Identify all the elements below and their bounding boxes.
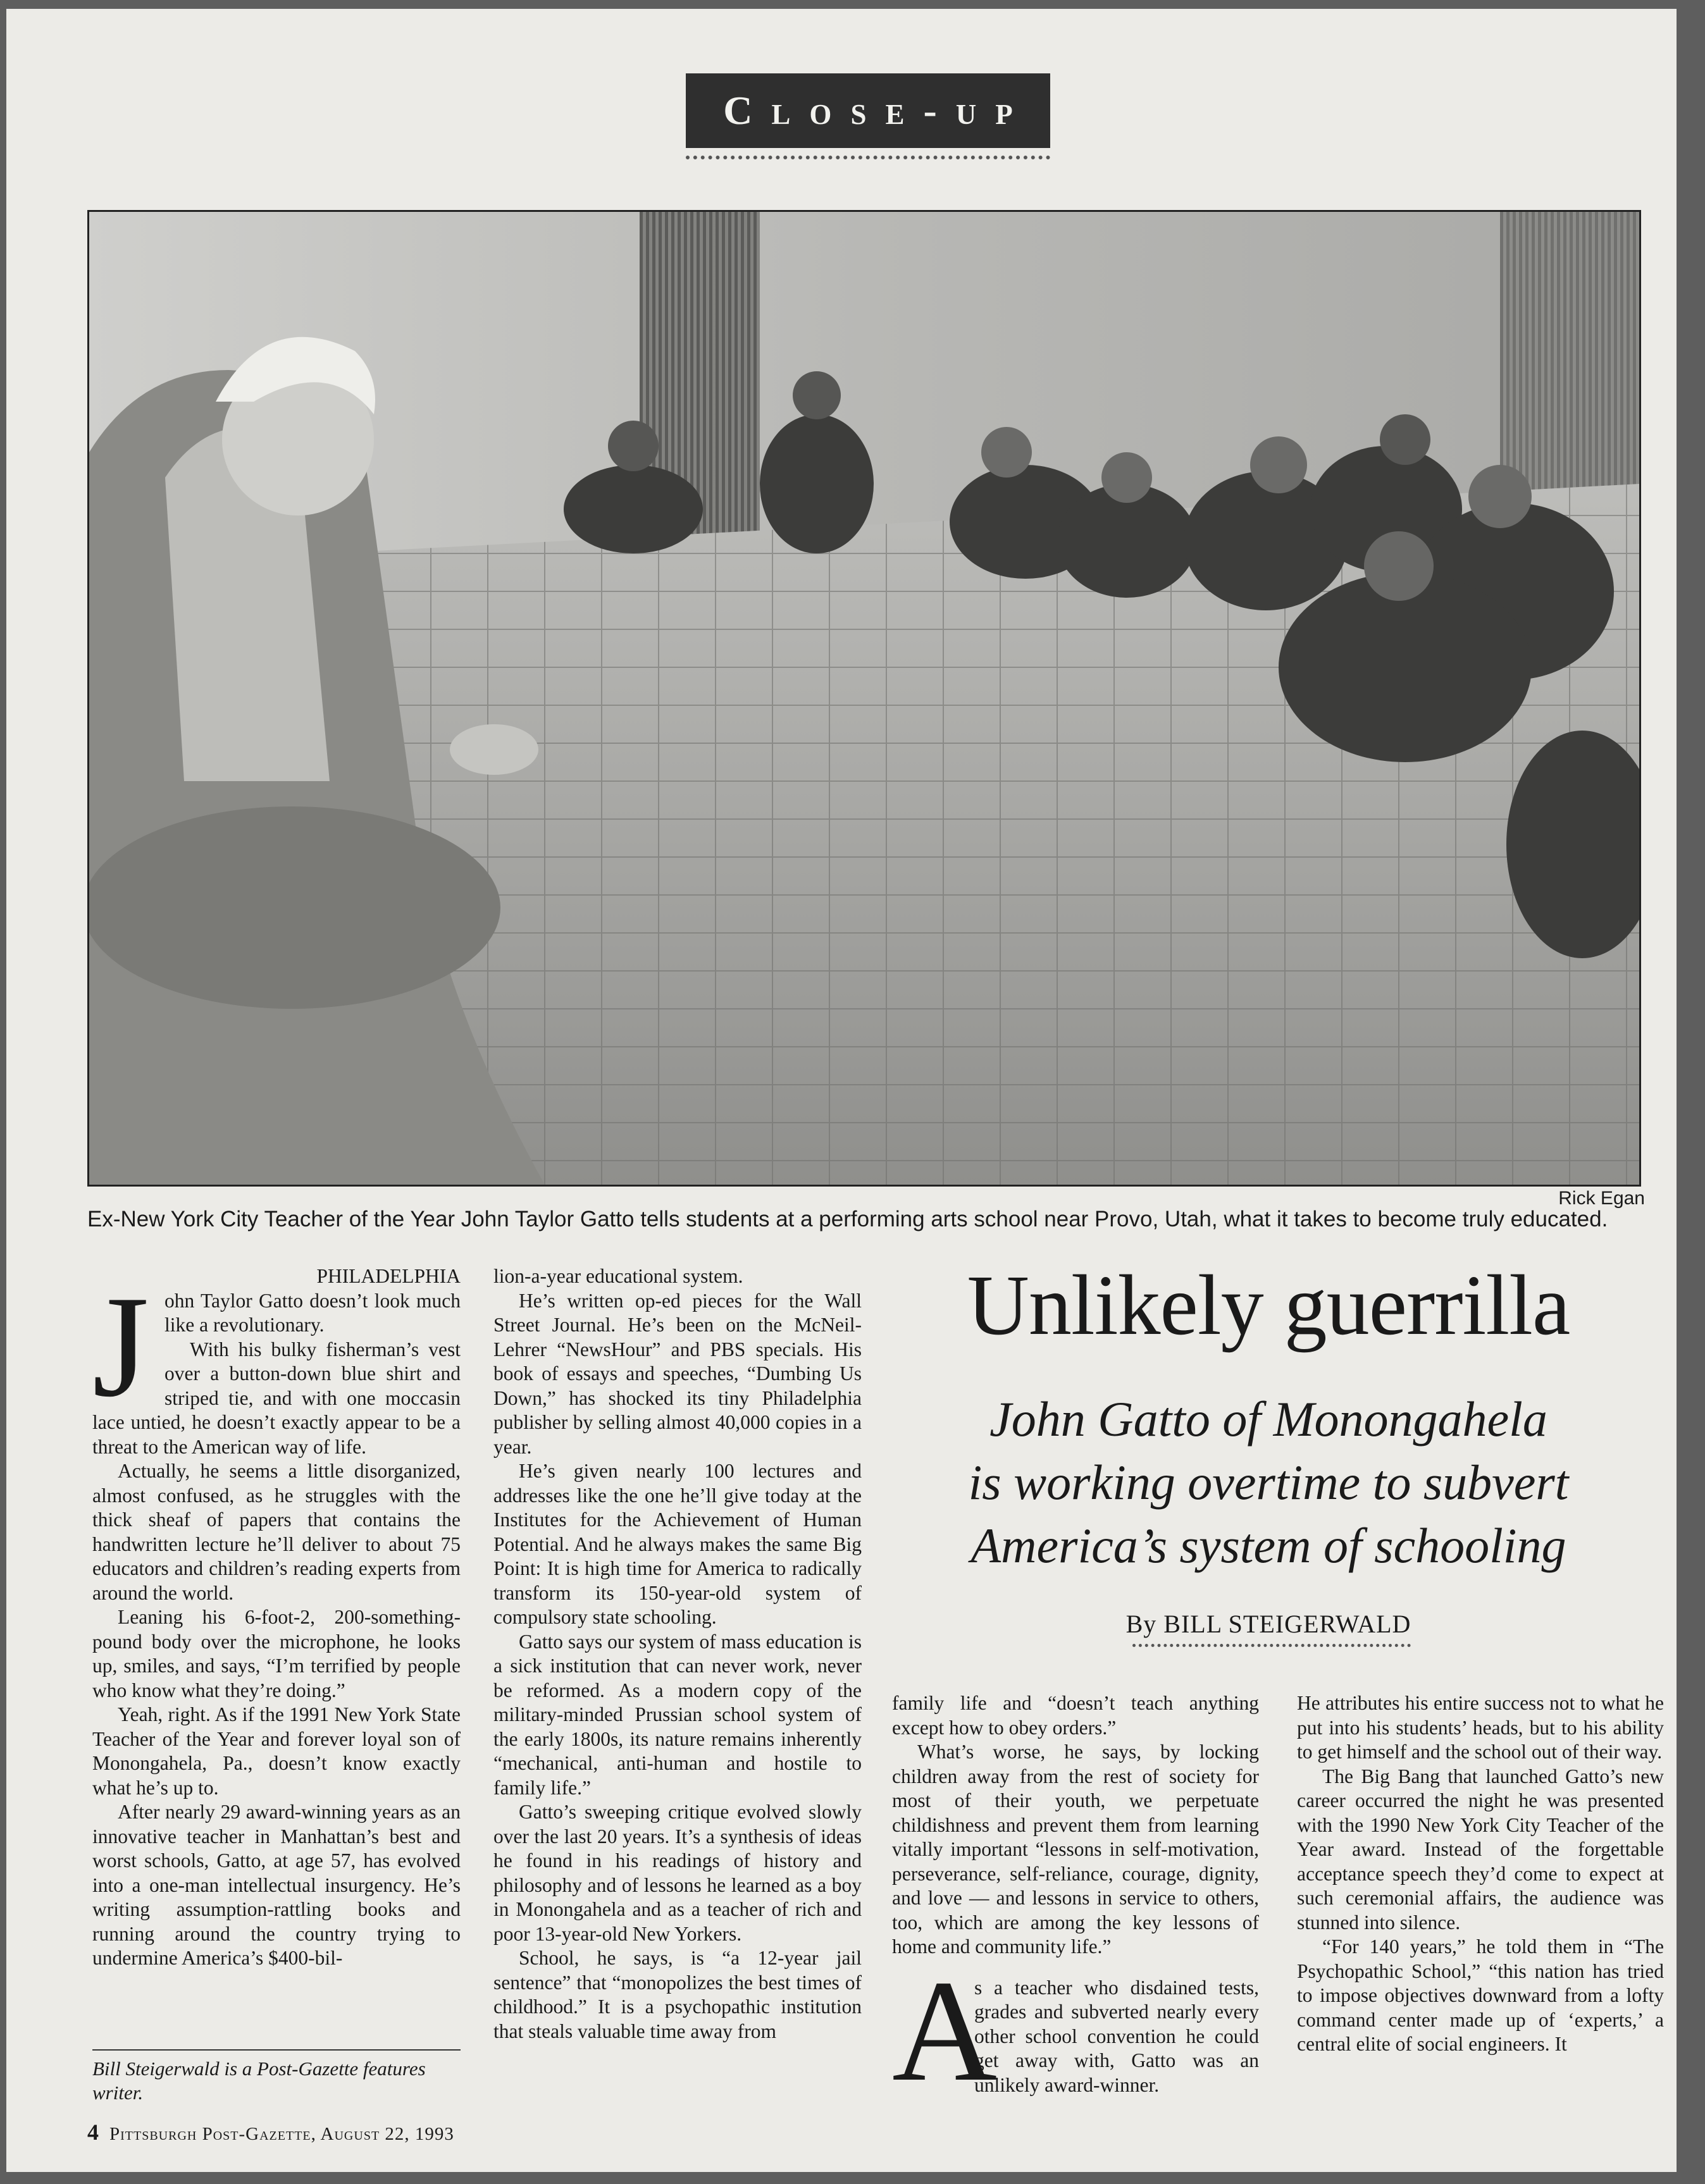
- bio-rule: [92, 2049, 461, 2051]
- drop-cap: [892, 1949, 998, 2111]
- byline: By BILL STEIGERWALD: [1125, 1610, 1411, 1638]
- news-photo: [87, 210, 1641, 1187]
- photo-caption: Ex-New York City Teacher of the Year John Taylor Gatto tells students at a performing arts school near Provo, Utah, what it takes to become truly educated.: [87, 1207, 1608, 1231]
- paragraph: The Big Bang that launched Gatto’s new career occurred the night he was presented with the 1990 New York City Teacher of the Year award. Instead of the forgettable acceptance speech they’d come to expect at such ceremonial affairs, the audience was stunned into silence.: [1297, 1765, 1664, 1934]
- paragraph: ohn Taylor Gatto doesn’t look much like a revolutionary.: [164, 1289, 461, 1336]
- newspaper-page: [6, 9, 1677, 2172]
- paragraph: lion-a-year educational system.: [493, 1265, 743, 1287]
- paragraph: Actually, he seems a little disorganized, almost confused, as he struggles with the thick sheaf of papers that contains the handwritten lecture he’ll deliver to about 75 educators and children’s reading experts from around the world.: [92, 1460, 461, 1604]
- dateline: PHILADELPHIA: [316, 1265, 461, 1287]
- subheadline-line: is working overtime to subvert: [968, 1455, 1569, 1510]
- folio-text: Pittsburgh Post-Gazette, August 22, 1993: [109, 2124, 454, 2144]
- paragraph: s a teacher who disdained tests, grades and subverted nearly every other school convention he could get away with, Gatto was an unlikely award-winner.: [974, 1976, 1259, 2096]
- article-column-3: [892, 1691, 1259, 2111]
- section-label-rule: [686, 156, 1050, 159]
- article-column-2: [493, 1264, 862, 2044]
- article-column-4: [1297, 1691, 1664, 2057]
- paragraph: Yeah, right. As if the 1991 New York State Teacher of the Year and forever loyal son of Monongahela, Pa., doesn’t know exactly what he’s up to.: [92, 1703, 461, 1799]
- paragraph: He’s written op-ed pieces for the Wall Street Journal. He’s been on the McNeil-Lehrer “NewsHour” and PBS specials. His book of essays and speeches, “Dumbing Us Down,” has shocked its tiny Philadelphia publisher by selling almost 40,000 copies in a year.: [493, 1289, 862, 1458]
- headline: Unlikely guerrilla: [967, 1258, 1570, 1353]
- subheadline-line: John Gatto of Monongahela: [989, 1391, 1547, 1447]
- paragraph: School, he says, is “a 12-year jail sentence” that “monopolizes the best times of childhood.” It is a psychopathic institution that steals valuable time away from: [493, 1947, 862, 2042]
- page-number: 4: [87, 2119, 99, 2145]
- paragraph: Gatto says our system of mass education is a sick institution that can never work, never be reformed. As a modern copy of the military-minded Prussian school system of the early 1800s, its nature remains inherently “mechanical, anti-human and hostile to family life.”: [493, 1630, 862, 1799]
- paragraph: Leaning his 6-foot-2, 200-something-pound body over the microphone, he looks up, smiles, and says, “I’m terrified by people who know what they’re doing.”: [92, 1606, 461, 1701]
- article-column-1: [92, 1264, 461, 1971]
- author-bio: Bill Steigerwald is a Post-Gazette features writer.: [92, 2058, 426, 2104]
- drop-cap-letter: J: [92, 1265, 149, 1427]
- subheadline-line: America’s system of schooling: [970, 1518, 1566, 1573]
- byline-rule: [1132, 1644, 1411, 1647]
- paragraph: He’s given nearly 100 lectures and addresses like the one he’ll give today at the Institutes for the Achievement of Human Potential. And he always makes the same Big Point: It is high time for America to radically transform its 150-year-old system of compulsory state schooling.: [493, 1460, 862, 1628]
- paragraph: “For 140 years,” he told them in “The Psychopathic School,” “this nation has tried to impose objectives downward from a lofty command center made up of ‘experts,’ a central elite of social engineers. It: [1297, 1935, 1664, 2055]
- paragraph: family life and “doesn’t teach anything except how to obey orders.”: [892, 1692, 1259, 1739]
- paragraph: Gatto’s sweeping critique evolved slowly over the last 20 years. It’s a synthesis of ideas he found in his readings of history and philosophy and of lessons he learned as a boy in Monongahela and as a teacher of rich and poor 13-year-old New Yorkers.: [493, 1801, 862, 1945]
- section-label: Close-up: [686, 73, 1050, 148]
- photo-illustration: [89, 212, 1639, 1185]
- paragraph: After nearly 29 award-winning years as an innovative teacher in Manhattan’s best and worst schools, Gatto, at age 57, has evolved into a one-man intellectual insurgency. He’s writing assumption-rattling books and running around the country trying to undermine America’s $400-bil-: [92, 1801, 461, 1969]
- drop-cap-letter: A: [892, 1949, 998, 2111]
- drop-cap: [92, 1265, 158, 1427]
- page-folio: [87, 2119, 657, 2145]
- photo-credit: Rick Egan: [1558, 1188, 1645, 1209]
- paragraph: He attributes his entire success not to what he put into his students’ heads, but to his ability to get himself and the school out of their way.: [1297, 1692, 1664, 1763]
- paragraph: What’s worse, he says, by locking children away from the rest of society for most of their youth, we perpetuate childishness and prevent them from learning vitally important “lessons in self-motivation, perseverance, self-reliance, courage, dignity, and love — and lessons in service to others, too, which are among the key lessons of home and community life.”: [892, 1741, 1259, 1958]
- subheadline: [892, 1388, 1645, 1577]
- paragraph: With his bulky fisherman’s vest over a button-down blue shirt and striped tie, and with one moccasin lace untied, he doesn’t exactly appear to be a threat to the American way of life.: [92, 1338, 461, 1458]
